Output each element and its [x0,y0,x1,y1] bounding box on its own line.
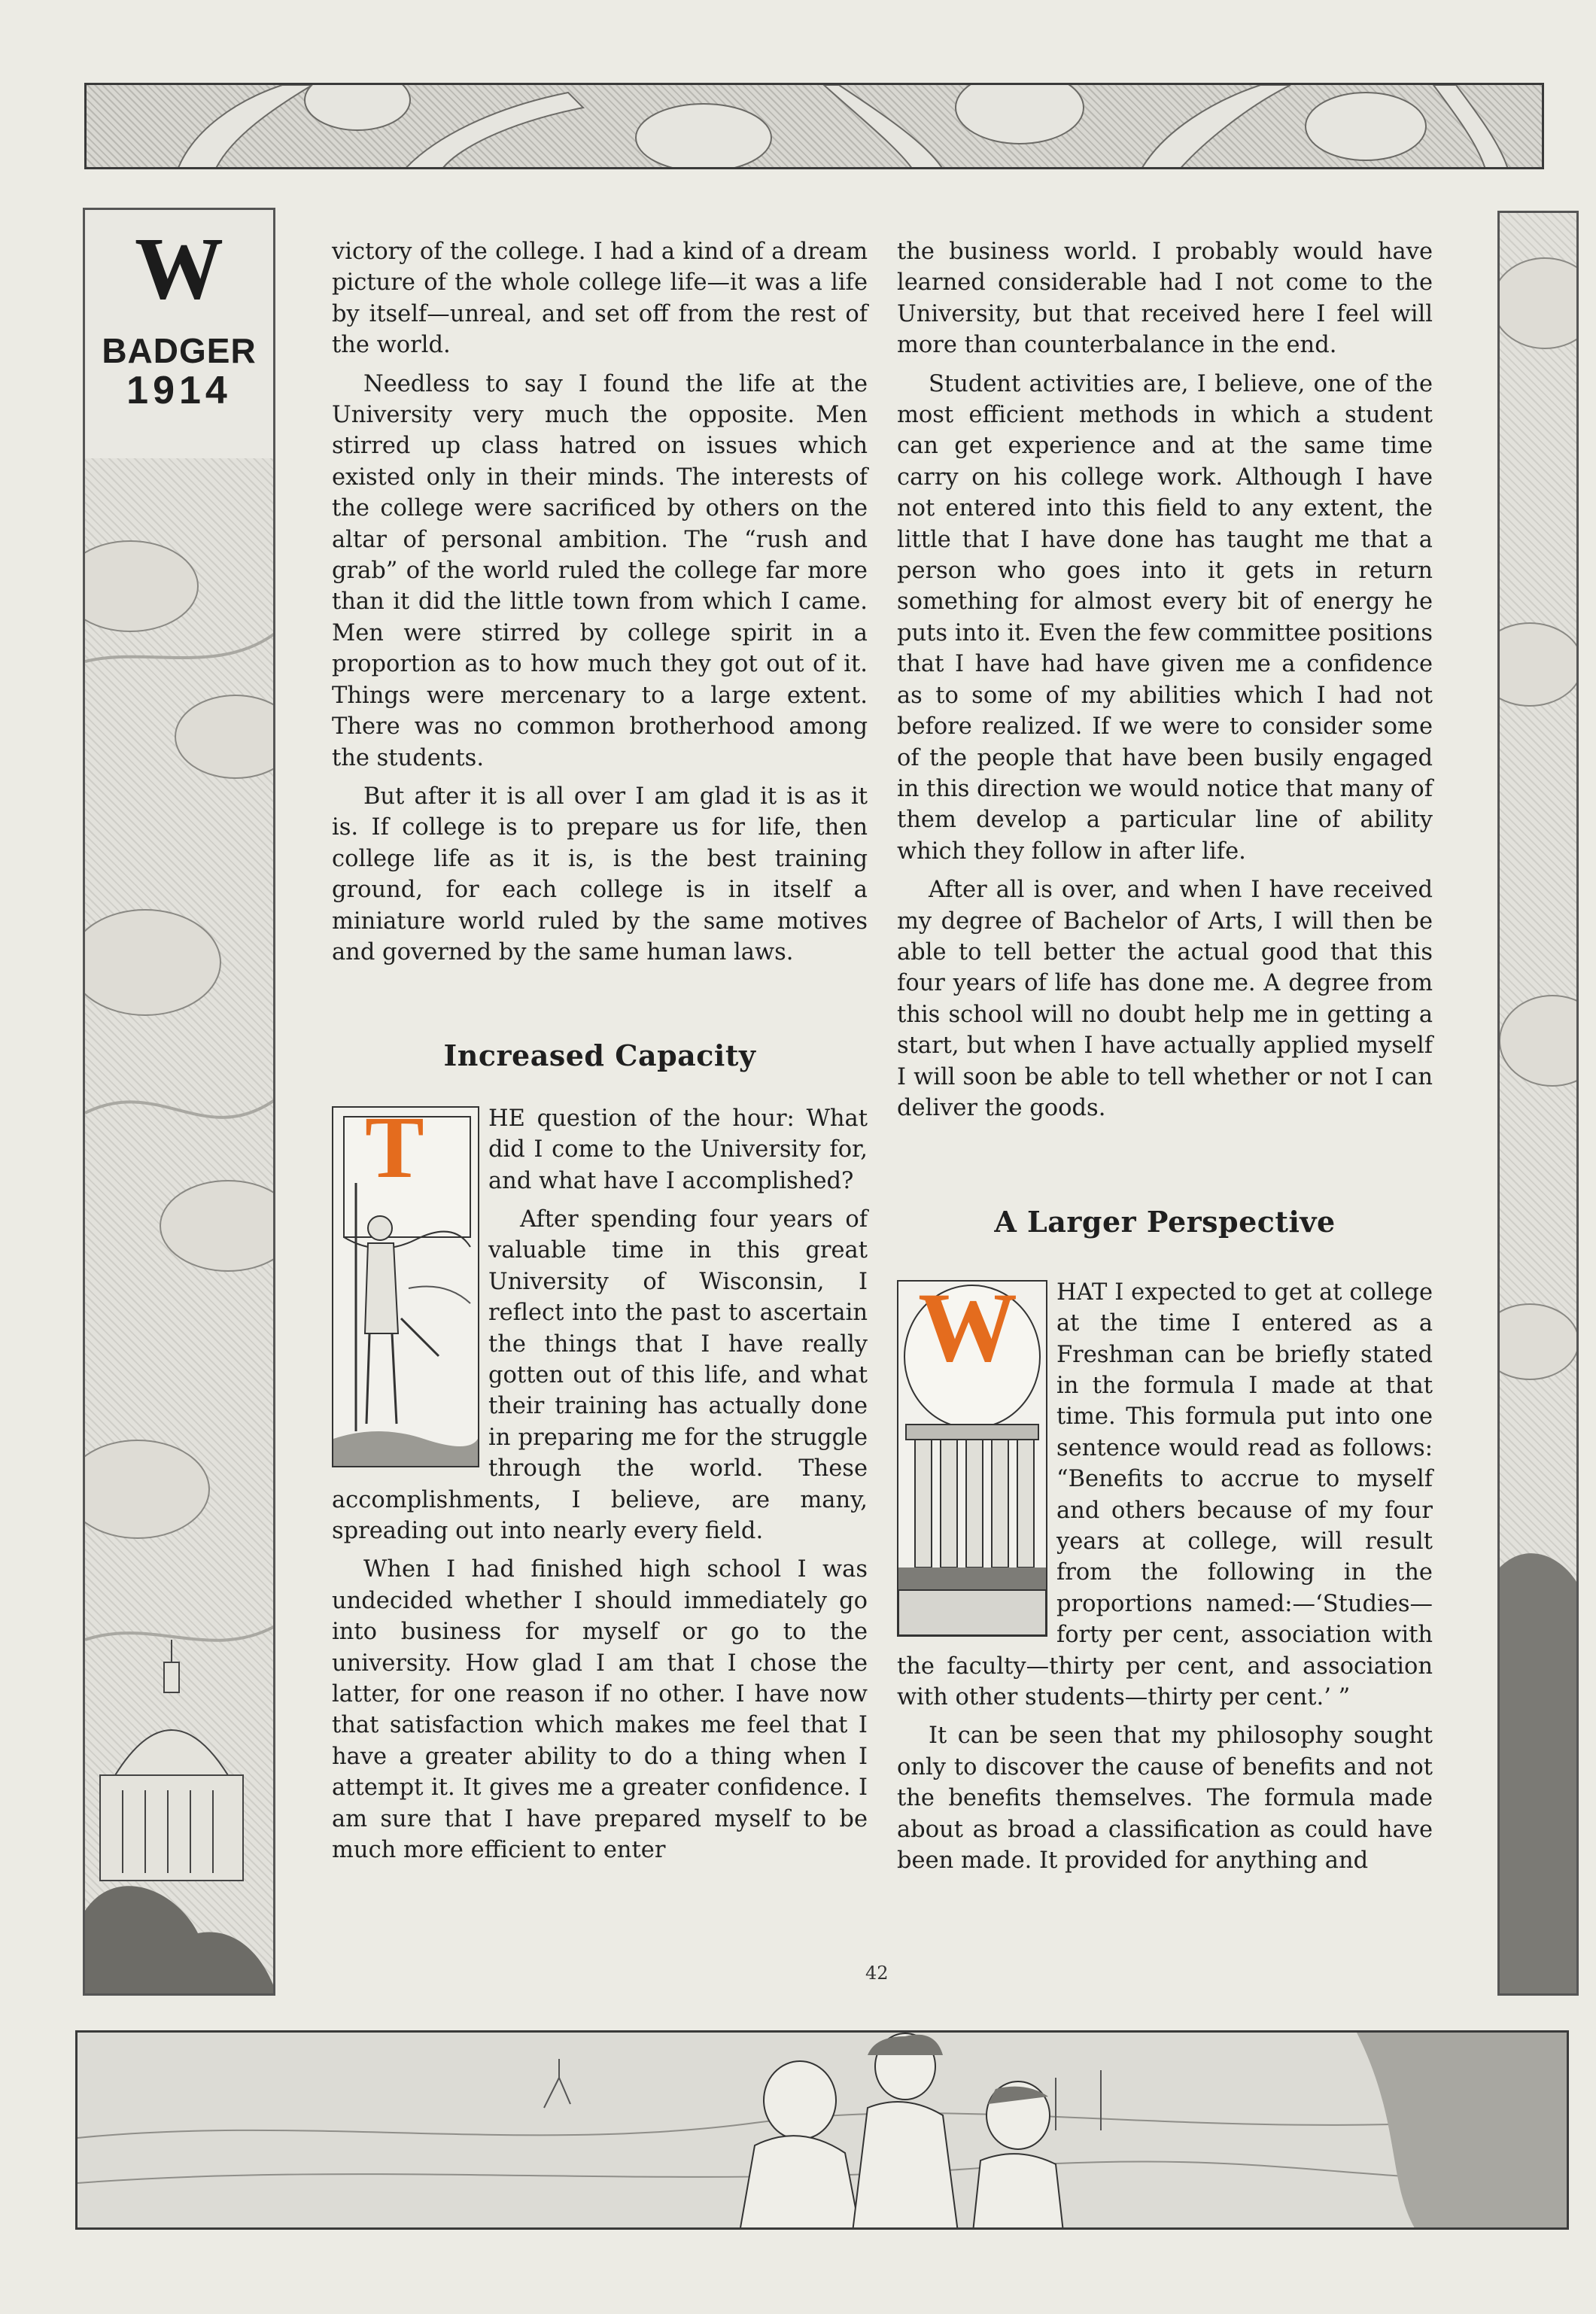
top-decorative-band [84,83,1544,169]
left-column [332,236,868,1874]
paragraph: HE question of the hour: What did I come to the University for, and what have I accomplished? [488,1105,868,1194]
logo-letter: W [135,219,223,318]
paragraph: Needless to say I found the life at the University very much the opposite. Men stirred up class hatred on issues which existed only in their minds. The interests of the college were sacrificed by others on the altar of personal ambition. The “rush and grab” of the world ruled the college far more than it did the little town from which I came. Men were stirred by college spirit in a proportion as to how much they got out of it. Things were mercenary to a large extent. There was no common brotherhood among the students. [332,370,868,771]
cloud-and-capitol-illustration [85,210,275,1996]
paragraph: the business world. I probably would have learned considerable had I not come to the University, but that received here I feel will more than counterbalance in the end. [897,239,1433,359]
essay-title: Increased Capacity [443,1038,756,1073]
paragraph: victory of the college. I had a kind of a dream picture of the whole college life—it was a life by itself—unreal, and set off from the rest of the world. [332,239,868,359]
paragraph: It can be seen that my philosophy sought only to discover the cause of benefits and not the benefits themselves. The formula made about as broad a classification as could have been made. It provided for anything and [897,1723,1433,1875]
bottom-illustration-band [75,2030,1569,2230]
dropcap-illustration [897,1280,1047,1637]
logo-title: BADGER [102,331,257,370]
students-scene-illustration [78,2033,1569,2230]
paragraph: After all is over, and when I have received my degree of Bachelor of Arts, I will then be able to tell better the actual good that this four years of life has done me. A degree from this school will no doubt help me in getting a start, but when I have actually applied myself I will soon be able to tell whether or not I can deliver the goods. [897,877,1433,1121]
paragraph: After spending four years of valuable time in this great University of Wisconsin, I reflect into the past to ascertain the things that I have really gotten out of this life, and what their training has actually done in preparing me for the struggle through the world. These accomplishments, I believe, are many, spreading out into nearly every field. [332,1206,868,1545]
paragraph: HAT I expected to get at college at the time I entered as a Freshman can be briefly stated in the formula I made at that time. This formula put into one sentence would read as follows: “Benefits to accrue to myself and others because of my four years at college, will result from the following in the proportions named:—‘Studies—forty per cent, association with the faculty—thirty per cent, and association with other students—thirty per cent.’ ” [897,1279,1433,1711]
paragraph: When I had finished high school I was undecided whether I should immediately go into business for myself or go to the university. How glad I am that I chose the latter, for one reason if no other. I have now that satisfaction which makes me feel that I have a greater ability to do a thing when I attempt it. It gives me a greater confidence. I am sure that I have prepared myself to be much more efficient to enter [332,1556,868,1864]
logo-year: 1914 [126,369,232,412]
paragraph: But after it is all over I am glad it is as it is. If college is to prepare us for life, then college life as it is, is the best training ground, for each college is in itself a miniature world ruled by the same motives and governed by the same human laws. [332,783,868,965]
essay-title: A Larger Perspective [994,1205,1336,1239]
right-column [897,236,1433,1884]
leaf-branch-illustration [87,85,1544,169]
page-number: 42 [865,1963,889,1984]
cloud-tree-illustration [1500,213,1579,1996]
dropcap-letter: T [365,1105,424,1197]
left-ornamental-panel [83,208,275,1996]
paragraph: Student activities are, I believe, one of the most efficient methods in which a student can get experience and at the same time carry on his college work. Although I have not entered into this field to any extent, the little that I have done has taught me that a person who goes into it gets in return something for almost every bit of energy he puts into it. Even the few committee positions that I have had have given me a confidence as to some of my abilities which I had not before realized. If we were to consider some of the people that have been busily engaged in this direction we would notice that many of them develop a particular line of ability which they follow in after life. [897,370,1433,865]
right-ornamental-panel [1497,211,1579,1996]
dropcap-illustration [332,1106,479,1467]
dropcap-letter: W [918,1279,1017,1382]
